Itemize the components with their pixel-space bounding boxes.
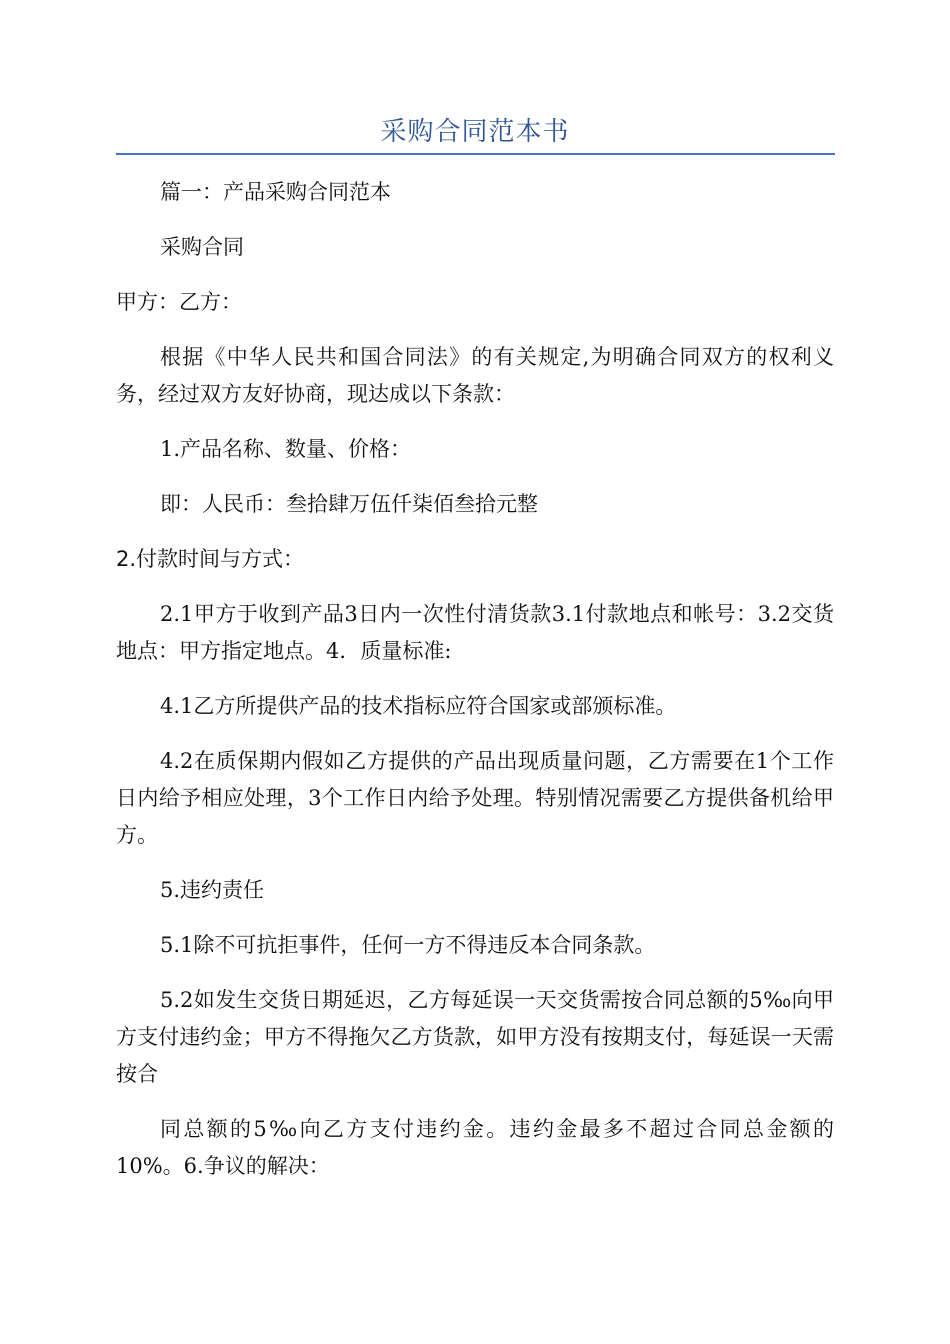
document-title: 采购合同范本书	[380, 117, 570, 147]
paragraph-contract-label: 采购合同	[160, 235, 244, 259]
paragraph-clause-2-1: 2.1甲方于收到产品3日内一次性付清货款3.1付款地点和帐号：3.2交货地点：甲方指定地点。4．质量标准:	[116, 602, 834, 663]
paragraph-clause-5-2-cont: 同总额的5‰向乙方支付违约金。违约金最多不超过合同总金额的10%。6.争议的解决：	[116, 1117, 834, 1178]
paragraph-parties: 甲方：乙方：	[116, 290, 242, 314]
paragraph-preamble: 根据《中华人民共和国合同法》的有关规定,为明确合同双方的权利义务，经过双方友好协商，现达成以下条款：	[116, 345, 834, 406]
paragraph-clause-4-2: 4.2在质保期内假如乙方提供的产品出现质量问题，乙方需要在1个工作日内给予相应处理，3个工作日内给予处理。特别情况需要乙方提供备机给甲方。	[116, 749, 834, 847]
paragraph-clause-5-2: 5.2如发生交货日期延迟，乙方每延误一天交货需按合同总额的5‰向甲方支付违约金；甲方不得拖欠乙方货款，如甲方没有按期支付，每延误一天需按合	[116, 988, 834, 1086]
paragraph-clause-5: 5.违约责任	[160, 878, 265, 902]
paragraph-clause-5-1: 5.1除不可抗拒事件，任何一方不得违反本合同条款。	[160, 933, 656, 957]
paragraph-clause-2: 2.付款时间与方式：	[116, 547, 305, 571]
paragraph-clause-1: 1.产品名称、数量、价格：	[160, 437, 412, 461]
paragraph-amount: 即：人民币：叁拾肆万伍仟柒佰叁拾元整	[160, 492, 538, 516]
document-body	[116, 174, 834, 1203]
paragraph-clause-4-1: 4.1乙方所提供产品的技术指标应符合国家或部颁标准。	[160, 694, 677, 718]
title-underline	[116, 153, 835, 155]
paragraph-section-heading: 篇一：产品采购合同范本	[160, 180, 391, 204]
